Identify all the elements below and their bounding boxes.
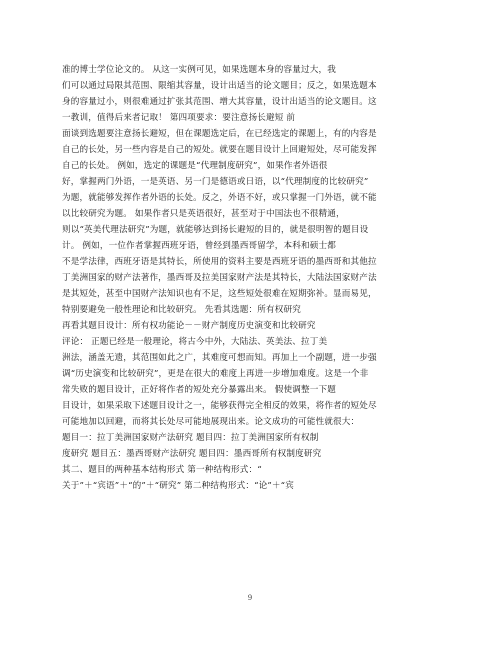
text-line: 好，掌握两门外语，一是英语、另一门是德语或日语，以“代理制度的比较研究” — [62, 177, 369, 187]
text-line: 们可以通过局限其范围、限缩其容量，设计出适当的论文题目；反之，如果选题本 — [62, 81, 377, 91]
text-line: 准的博士学位论文的。 从这一实例可见，如果选题本身的容量过大，我 — [62, 65, 336, 75]
text-line: 度研究 题目五：墨西哥财产法研究 题目四：墨西哥所有权制度研究 — [62, 449, 322, 459]
text-line: 则以“英美代理法研究”为题，就能够达到扬长避短的目的，就是很明智的题目设 — [62, 225, 369, 235]
text-line: 关于”＋“宾语”＋“的”＋“研究” 第二种结构形式：“论”＋“宾 — [62, 481, 294, 491]
page-number: 9 — [247, 594, 253, 602]
text-line: 再看其题目设计：所有权功能论－－财产制度历史演变和比较研究 — [62, 321, 316, 331]
text-line: 其二、题目的两种基本结构形式 第一种结构形式：“ — [62, 465, 262, 475]
text-line: 身的容量过小，则很难通过扩张其范围、增大其容量，设计出适当的论文题目。这 — [62, 97, 377, 107]
text-line: 计。 例如，一位作者掌握西班牙语，曾经到墨西哥留学，本科和硕士都 — [62, 241, 336, 251]
text-line: 一教训，值得后来者记取！ 第四项要求：要注意扬长避短 前 — [62, 113, 296, 123]
text-line: 洲法，涵盖无遗，其范围如此之广，其难度可想而知。再加上一个副题，进一步强 — [62, 353, 377, 363]
text-line: 面谈到选题要注意扬长避短，但在课题选定后，在已经选定的课题上，有的内容是 — [62, 129, 377, 139]
text-line: 调“历史演变和比较研究”，更是在很大的难度上再进一步增加难度。这是一个非 — [62, 369, 369, 379]
text-line: 可能地加以回避，而将其长处尽可能地展现出来。论文成功的可能性就很大： — [62, 417, 360, 427]
text-line: 不是学法律，西班牙语是其特长，所使用的资料主要是西班牙语的墨西哥和其他拉 — [62, 257, 377, 267]
text-line: 为题，就能够发挥作者外语的长处。反之，外语不好，或只掌握一门外语，就不能 — [62, 193, 377, 203]
text-line: 题目一：拉丁美洲国家财产法研究 题目四：拉丁美洲国家所有权制 — [62, 433, 319, 443]
text-line: 目设计，如果采取下述题目设计之一，能够获得完全相反的效果，将作者的短处尽 — [62, 401, 377, 411]
text-line: 自己的长处，另一些内容是自己的短处。就要在题目设计上回避短处，尽可能发挥 — [62, 145, 377, 155]
text-line: 自己的长处。 例如，选定的课题是“代理制度研究”，如果作者外语很 — [62, 161, 328, 171]
text-line: 是其短处，甚至中国财产法知识也有不足，这些短处很难在短期弥补。显而易见， — [62, 289, 377, 299]
text-line: 特别要避免一般性理论和比较研究。 先看其选题：所有权研究 — [62, 305, 301, 315]
text-line: 以比较研究为题。 如果作者只是英语很好，甚至对于中国法也不很精通， — [62, 209, 345, 219]
text-line: 常失败的题目设计，正好将作者的短处充分暴露出来。 假使调整一下题 — [62, 385, 336, 395]
text-line: 评论： 正题已经是一般理论，将古今中外，大陆法、英美法、拉丁美 — [62, 337, 328, 347]
text-line: 丁美洲国家的财产法著作，墨西哥及拉美国家财产法是其特长，大陆法国家财产法 — [62, 273, 377, 283]
